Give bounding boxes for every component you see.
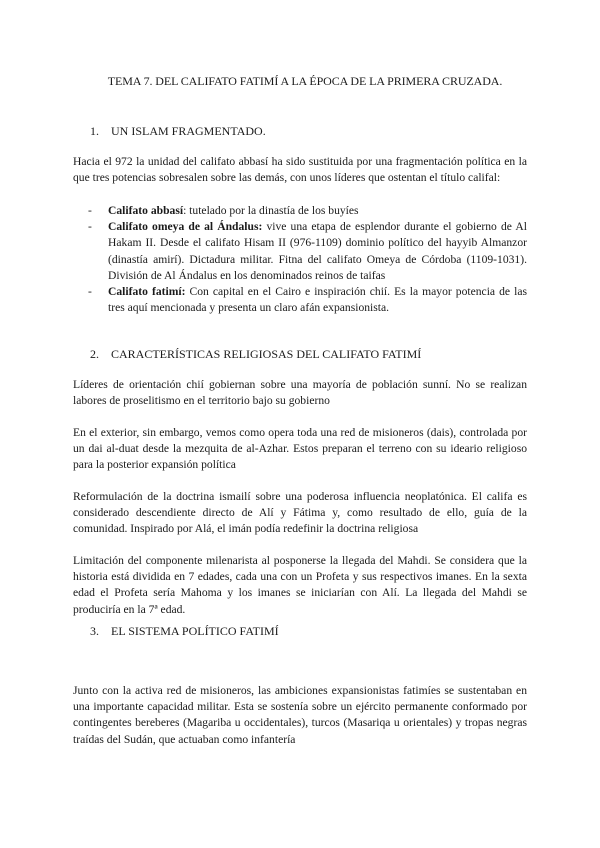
bullet-text: Con capital en el Cairo e inspiración chií. Es la mayor potencia de las tres aquí mencionada y presenta un claro afán expansionista. — [108, 285, 527, 315]
section-1-heading — [90, 123, 266, 139]
bullet-text: vive una etapa de esplendor durante el gobierno de Al Hakam II. Desde el califato Hisam II (976-1109) dominio político del hayyib Almanzor (dinastía amirí). Dictadura militar. Fitna del califato Omeya de Córdoba (1109-1031). División de Al Ándalus en los denominados reinos de taifas — [108, 220, 527, 282]
section-2-paragraph-3: Reformulación de la doctrina ismailí sobre una poderosa influencia neoplatónica. El califa es considerado descendiente directo de Alí y Fátima y, como resultado de ello, guía de la comunidad. Inspirado por Alá, el imán podía redefinir la doctrina religiosa — [73, 490, 527, 536]
bullet-term: Califato abbasí — [108, 204, 184, 217]
section-1-bullet-list — [88, 203, 527, 316]
bullet-term: Califato omeya de al Ándalus: — [108, 220, 263, 234]
section-3-number: 3. — [90, 624, 99, 638]
list-item — [88, 284, 527, 316]
section-3-heading — [90, 623, 279, 639]
section-1-title: UN ISLAM FRAGMENTADO. — [111, 124, 266, 138]
list-item — [88, 203, 527, 219]
section-2-title: CARACTERÍSTICAS RELIGIOSAS DEL CALIFATO FATIMÍ — [111, 347, 422, 361]
bullet-term: Califato fatimí: — [108, 285, 186, 299]
section-2-paragraph-2: En el exterior, sin embargo, vemos como opera toda una red de misioneros (dais), controlada por un dai al-duat desde la mezquita de al-Azhar. Estos preparan el terreno con su ideario religioso para la posterior expansión política — [73, 426, 527, 472]
section-2-paragraph-4: Limitación del componente milenarista al posponerse la llegada del Mahdi. Se considera que la historia está dividida en 7 edades, cada una con un Profeta y sus respectivos imanes. En la sexta edad el Profeta sería Mahoma y los imanes se iniciarían con Alí. La llegada del Mahdi se produciría en la 7ª edad. — [73, 554, 527, 616]
bullet-dash: - — [88, 220, 92, 234]
section-1-intro: Hacia el 972 la unidad del califato abbasí ha sido sustituida por una fragmentación política en la que tres potencias sobresalen sobre las demás, con unos líderes que ostentan el título califal: — [73, 155, 527, 185]
section-3-title: EL SISTEMA POLÍTICO FATIMÍ — [111, 624, 279, 638]
section-3-paragraph-1: Junto con la activa red de misioneros, las ambiciones expansionistas fatimíes se sustentaban en una importante capacidad militar. Esta se sostenía sobre un ejército permanente conformado por contingentes bereberes (Magariba u occidentales), turcos (Masariqa u orientales) y tropas negras traídas del Sudán, que actuaban como infantería — [73, 684, 527, 746]
bullet-dash: - — [88, 285, 92, 299]
bullet-text: : tutelado por la dinastía de los buyíes — [183, 204, 359, 217]
section-2-paragraph-1: Líderes de orientación chií gobiernan sobre una mayoría de población sunní. No se realizan labores de proselitismo en el territorio bajo su gobierno — [73, 378, 527, 408]
document-title: TEMA 7. DEL CALIFATO FATIMÍ A LA ÉPOCA DE LA PRIMERA CRUZADA. — [107, 74, 503, 88]
list-item — [88, 219, 527, 284]
bullet-dash: - — [88, 204, 92, 217]
section-1-number: 1. — [90, 124, 99, 138]
section-2-number: 2. — [90, 347, 99, 361]
section-2-heading — [90, 346, 421, 362]
